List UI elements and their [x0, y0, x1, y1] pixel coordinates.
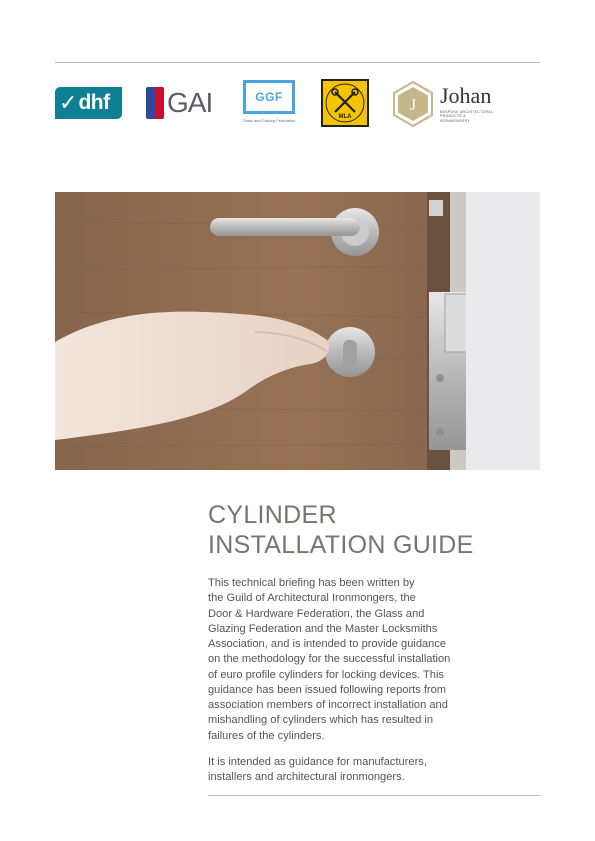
johan-logo-text: Johan: [440, 82, 492, 108]
text-line: installers and architectural ironmongers.: [208, 771, 405, 783]
text-line: mishandling of cylinders which has resulted in: [208, 714, 434, 727]
text-line: association members of incorrect installation and: [208, 699, 448, 711]
text-line: failures of the cylinders.: [208, 729, 325, 742]
text-line: the Guild of Architectural Ironmongers, the: [208, 592, 416, 605]
mla-logo-text: MLA: [338, 114, 352, 120]
intro-paragraph-2: [208, 755, 478, 786]
text-line: of euro profile cylinders for locking devices. This: [208, 668, 444, 681]
dhf-logo: [55, 87, 122, 119]
gai-logo: [146, 86, 212, 120]
text-line: It is intended as guidance for manufacturers,: [208, 755, 427, 768]
text-line: Door & Hardware Federation, the Glass and: [208, 607, 425, 620]
text-line: guidance has been issued following reports from: [208, 683, 447, 696]
title-line-1: CYLINDER: [208, 501, 337, 529]
gai-logo-text: GAI: [167, 87, 213, 118]
top-rule: [55, 62, 540, 63]
crossed-keys-icon: [323, 81, 367, 125]
page-title: [208, 500, 538, 560]
johan-tagline: BESPOKE ARCHITECTURAL PRODUCTS & IRONMONGERY: [440, 109, 494, 123]
text-line: This technical briefing has been written by: [208, 577, 415, 589]
johan-logo: [392, 80, 496, 128]
checkmark-icon: ✓: [59, 90, 78, 116]
text-line: Association, and is intended to provide guidance: [208, 638, 447, 650]
mla-logo: [321, 79, 369, 127]
title-line-2: INSTALLATION GUIDE: [208, 531, 474, 559]
johan-hexagon-icon: [392, 81, 434, 127]
ggf-logo: [240, 80, 298, 132]
bottom-rule: [208, 795, 540, 796]
intro-text: [208, 576, 478, 785]
ggf-logo-text: GGF: [255, 90, 283, 104]
intro-paragraph-1: [208, 576, 478, 744]
ggf-logo-subtitle: Glass and Glazing Federation: [242, 118, 296, 123]
gai-flag-icon: [146, 87, 164, 119]
door-lock-photo: [55, 192, 540, 470]
text-line: Glazing Federation and the Master Locksmiths: [208, 622, 438, 635]
johan-initial: J: [409, 97, 417, 114]
dhf-logo-text: dhf: [78, 91, 110, 114]
text-line: on the methodology for the successful installation: [208, 653, 451, 666]
